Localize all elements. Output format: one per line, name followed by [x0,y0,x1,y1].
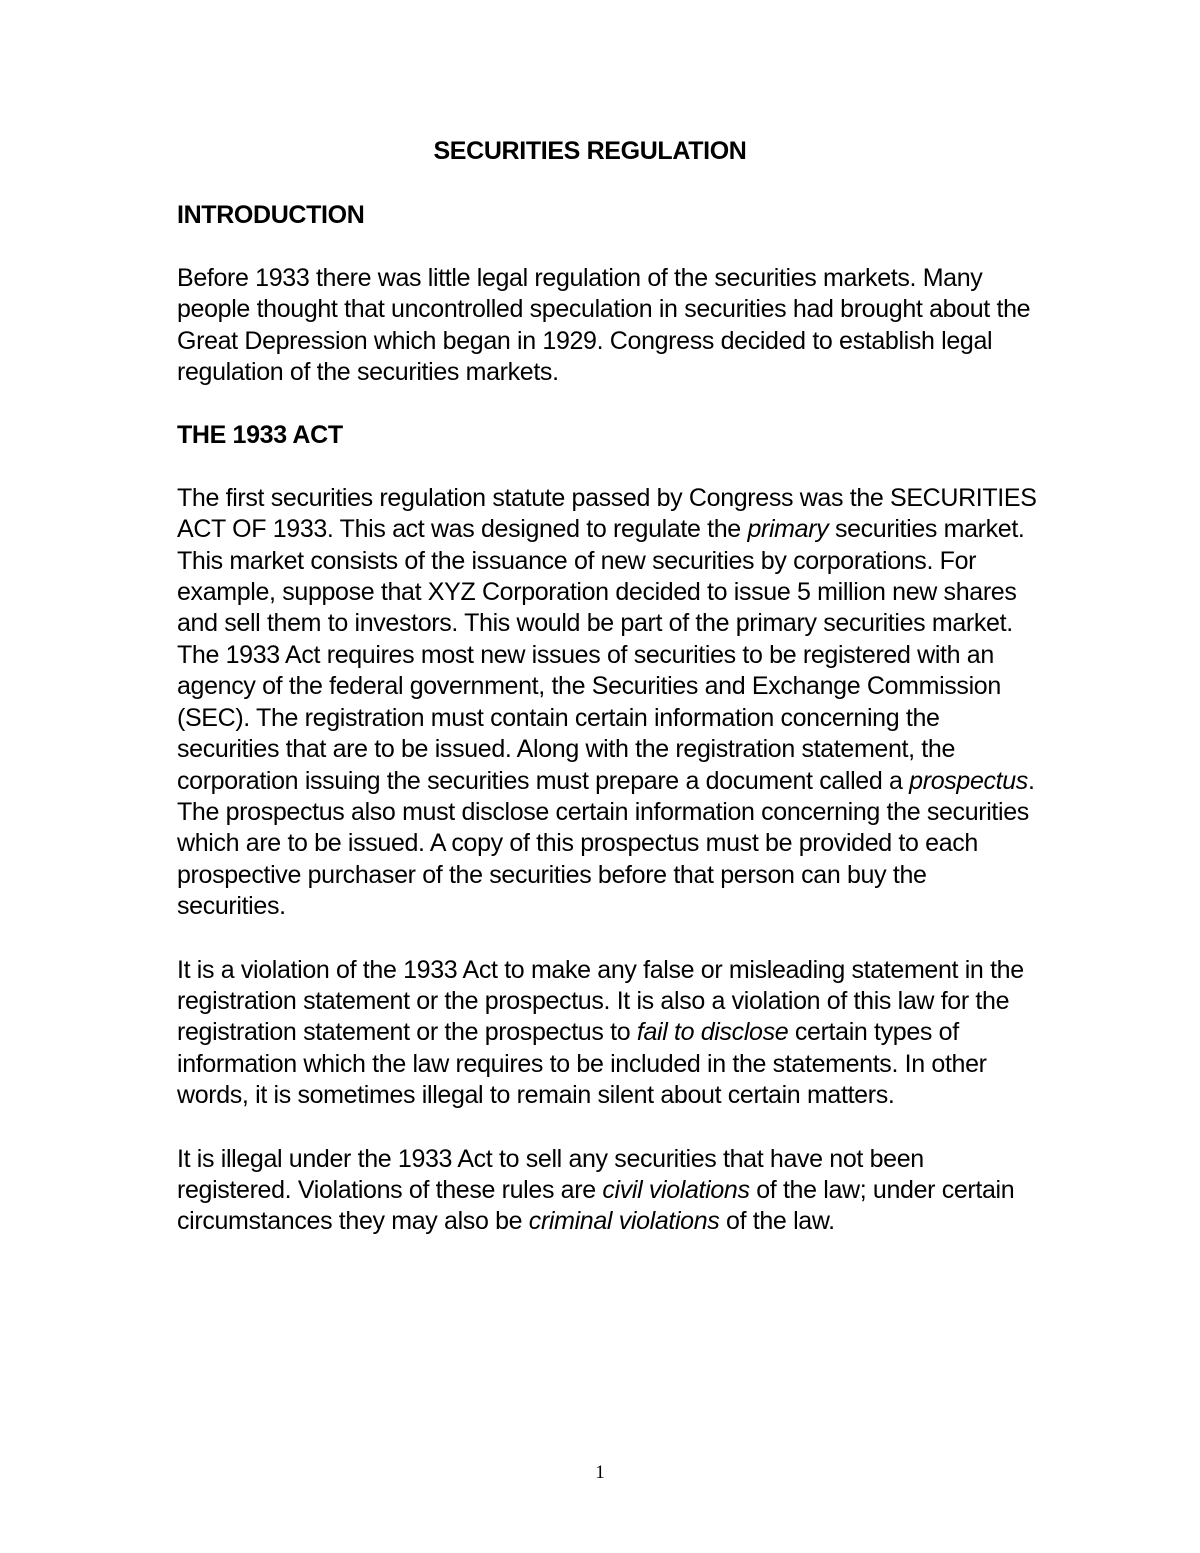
intro-paragraph: Before 1933 there was little legal regulation of the securities markets. Many people thought that uncontrolled speculation in securities had brought about the Great Depression which began in 1929. Congress decided to establish legal regulation of the securities markets. [177,263,1031,387]
section-heading-introduction: INTRODUCTION [177,201,365,230]
text-run: It is a violation of the 1933 Act to make any false or misleading statement in the registration statement or the prospectus. It is also a violation of this law for the registration statement or the prospectus to [177,955,1024,1047]
act-paragraph-3 [177,1144,1037,1238]
section-heading-1933-act: THE 1933 ACT [177,421,343,450]
emphasis-civil-violations: civil violations [602,1175,750,1204]
text-run: of the law; under certain circumstances they may also be [177,1175,1015,1236]
emphasis-prospectus: prospectus [909,766,1028,795]
page-number: 1 [595,1462,605,1483]
document-body [177,136,1037,1270]
act-paragraph-1 [177,483,1037,923]
document-title: SECURITIES REGULATION [433,137,747,165]
emphasis-criminal-violations: criminal violations [528,1207,720,1236]
text-run: securities market. This market consists of the issuance of new securities by corporations. For example, suppose that XYZ Corporation decided to issue 5 million new shares and sell them to investors. This would be part of the primary securities market. The 1933 Act requires most new issues of securities to be registered with an agency of the federal government, the Securities and Exchange Commission (SEC). The registration must contain certain information concerning the securities that are to be issued. Along with the registration statement, the corporation issuing the securities must prepare a document called a [177,515,1025,795]
text-run: It is illegal under the 1933 Act to sell any securities that have not been registered. Violations of these rules are [177,1144,924,1204]
emphasis-primary: primary [747,515,829,544]
text-run: . The prospectus also must disclose certain information concerning the securities which are to be issued. A copy of this prospectus must be provided to each prospective purchaser of the securities before that person can buy the securities. [177,766,1035,921]
emphasis-fail-to-disclose: fail to disclose [636,1018,789,1047]
text-run: of the law. [719,1207,835,1236]
act-paragraph-2 [177,955,1037,1112]
text-run: The first securities regulation statute passed by Congress was the SECURITIES ACT OF 1933. This act was designed to regulate the [177,483,1037,544]
text-run: certain types of information which the law requires to be included in the statements. In other words, it is sometimes illegal to remain silent about certain matters. [177,1018,987,1110]
